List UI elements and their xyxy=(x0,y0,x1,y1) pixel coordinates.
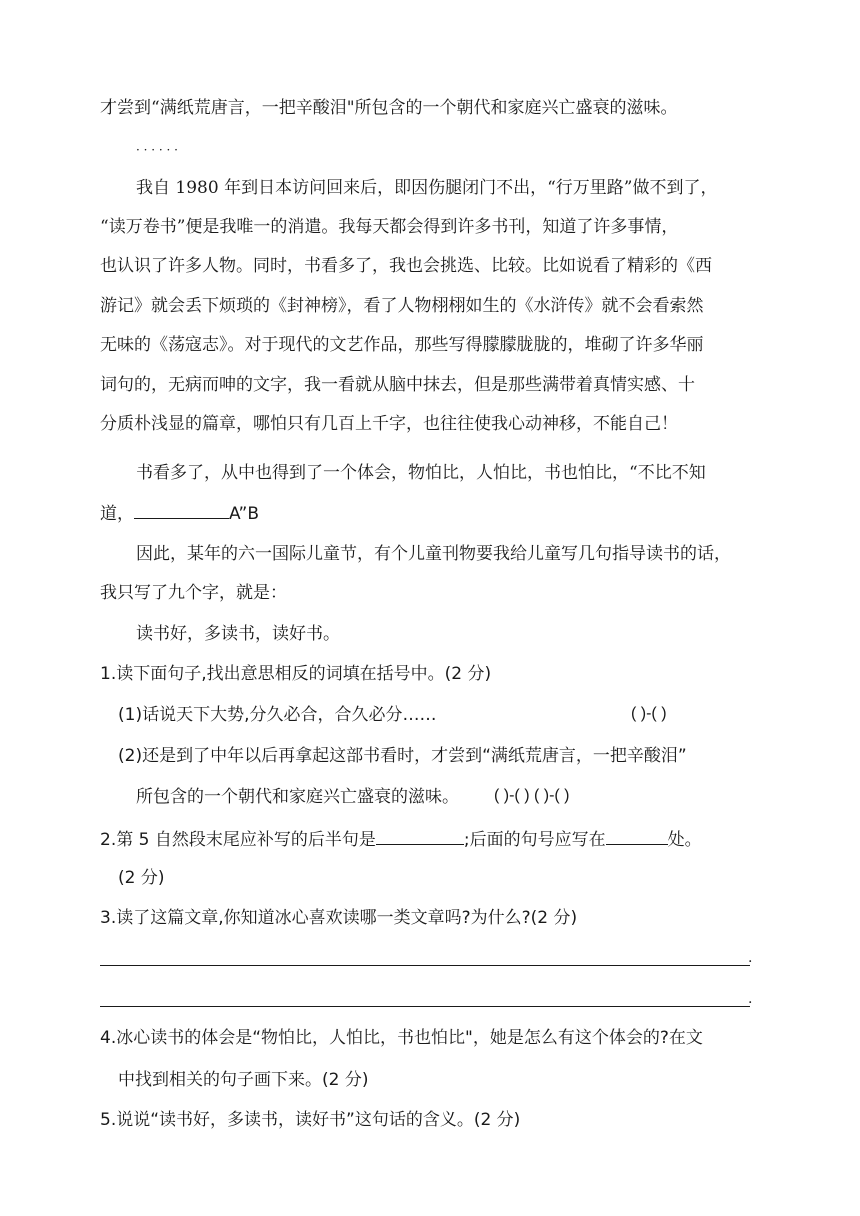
question-text: 2.第 5 自然段末尾应补写的后半句是 xyxy=(100,830,376,850)
line-end-dot: . xyxy=(748,950,753,966)
question-1-item-1: (1)话说天下大势,分久必合，合久必分…… xyxy=(118,705,437,725)
answer-blank[interactable] xyxy=(376,826,464,845)
question-1-item-2: (2)还是到了中年以后再拿起这部书看时，才尝到“满纸荒唐言，一把辛酸泪” xyxy=(118,746,687,766)
passage-line: 我自 1980 年到日本访问回来后，即因伤腿闭门不出，“行万里路”做不到了， xyxy=(136,178,718,198)
passage-line xyxy=(100,500,259,526)
question-2-score: (2 分) xyxy=(118,868,165,888)
answer-blank[interactable] xyxy=(606,826,668,845)
passage-line: 才尝到“满纸荒唐言，一把辛酸泪"所包含的一个朝代和家庭兴亡盛衰的滋味。 xyxy=(100,98,678,118)
question-text: 处。 xyxy=(667,830,702,850)
answer-line[interactable] xyxy=(100,1006,750,1007)
answer-blank[interactable] xyxy=(134,500,229,519)
answer-parentheses[interactable]: ( )-( ) xyxy=(631,705,667,722)
passage-line: 无味的《荡寇志》。对于现代的文艺作品，那些写得朦朦胧胧的，堆砌了许多华丽 xyxy=(100,335,704,355)
question-text: ;后面的句号应写在 xyxy=(463,830,606,850)
passage-line: 词句的，无病而呻的文字，我一看就从脑中抹去，但是那些满带着真情实感、十 xyxy=(100,375,695,395)
answer-parentheses[interactable]: ( )-( ) ( )-( ) xyxy=(494,787,570,804)
passage-line: 我只写了九个字，就是： xyxy=(100,583,287,603)
passage-line: 也认识了许多人物。同时，书看多了，我也会挑选、比较。比如说看了精彩的《西 xyxy=(100,256,712,276)
passage-line: 书看多了，从中也得到了一个体会，物怕比，人怕比，书也怕比，“不比不知 xyxy=(136,463,706,483)
passage-line: 游记》就会丢下烦琐的《封神榜》，看了人物栩栩如生的《水浒传》就不会看索然 xyxy=(100,296,704,316)
passage-text: 道， xyxy=(100,504,134,524)
passage-text: A”B xyxy=(229,504,259,524)
passage-line: 因此，某年的六一国际儿童节，有个儿童刊物要我给儿童写几句指导读书的话， xyxy=(136,544,731,564)
line-end-dot: . xyxy=(748,991,753,1007)
question-2 xyxy=(100,826,702,852)
question-3: 3.读了这篇文章,你知道冰心喜欢读哪一类文章吗?为什么?(2 分) xyxy=(100,908,578,928)
passage-line: 分质朴浅显的篇章，哪怕只有几百上千字，也往往使我心动神移，不能自己！ xyxy=(100,414,678,434)
question-4-cont: 中找到相关的句子画下来。(2 分) xyxy=(118,1070,369,1090)
question-4: 4.冰心读书的体会是“物怕比，人怕比，书也怕比"，她是怎么有这个体会的?在文 xyxy=(100,1028,703,1048)
answer-line[interactable] xyxy=(100,965,750,966)
question-1-item-2-cont: 所包含的一个朝代和家庭兴亡盛衰的滋味。 xyxy=(136,787,459,807)
ellipsis: · · · · · · xyxy=(136,143,178,157)
question-1: 1.读下面句子,找出意思相反的词填在括号中。(2 分) xyxy=(100,664,492,684)
question-5: 5.说说“读书好，多读书，读好书”这句话的含义。(2 分) xyxy=(100,1110,521,1130)
passage-line: 读书好，多读书，读好书。 xyxy=(136,624,340,644)
passage-line: “读万卷书”便是我唯一的消遣。我每天都会得到许多书刊，知道了许多事情， xyxy=(100,217,679,237)
